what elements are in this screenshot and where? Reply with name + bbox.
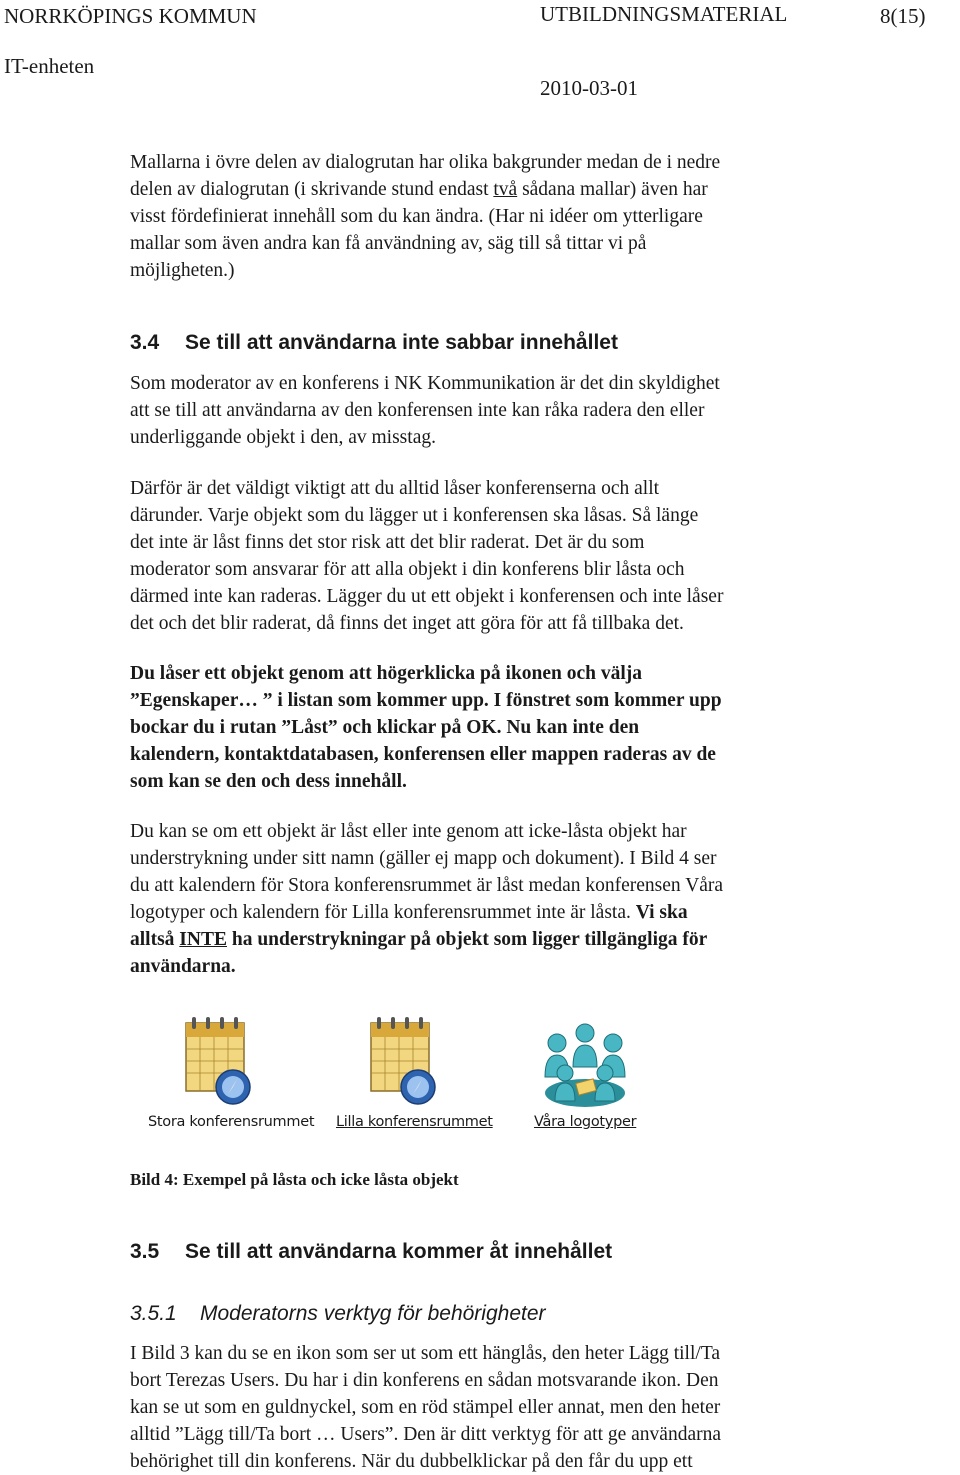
figure-bild-4 xyxy=(140,1010,660,1140)
paragraph-2: Därför är det väldigt viktigt att du alltid låser konferenserna och allt därunder. Varje objekt som du lägger ut i konferensen ska låsas. Så länge det inte är låst finns det stor risk att det blir raderat. Det är du som moderator som ansvarar för att alla objekt i din konferens blir låsta och därmed inte kan raderas. Lägger du ut ett objekt i konferensen och inte låser det och det blir raderat, då finns det inget att göra för att få tillbaka det. xyxy=(130,478,724,634)
header-date: 2010-03-01 xyxy=(540,76,638,100)
header-doc-type: UTBILDNINGSMATERIAL xyxy=(540,2,788,26)
paragraph-1: Som moderator av en konferens i NK Kommunikation är det din skyldighet att se till att användarna av den konferensen inte kan råka radera den eller underliggande objekt i den, av misstag. xyxy=(130,373,720,448)
paragraph-3-bold: Du låser ett objekt genom att högerklicka på ikonen och välja ”Egenskaper… ” i listan som kommer upp. I fönstret som kommer upp bockar du i rutan ”Låst” och klickar på OK. Nu kan inte den kalendern, kontaktdatabasen, konferensen eller mappen raderas av de som kan se den och dess innehåll. xyxy=(130,663,722,792)
calendar-icon xyxy=(363,1015,448,1115)
icon-label-lilla-konferensrummet[interactable]: Lilla konferensrummet xyxy=(336,1114,493,1130)
calendar-icon xyxy=(178,1015,263,1115)
text-line: mallar som även andra kan få användning av, säg till så tittar vi på xyxy=(130,233,647,254)
text-line: möjligheten.) xyxy=(130,260,235,281)
paragraph-4: Du kan se om ett objekt är låst eller inte genom att icke-låsta objekt har understrykning under sitt namn (gäller ej mapp och dokument). I Bild 4 ser du att kalendern för Stora konferensrummet är låst medan konferensen Våra logotyper och kalendern för Lilla konferensrummet inte är låsta. Vi ska alltså INTE ha understrykningar på objekt som ligger tillgängliga för användarna. xyxy=(130,821,724,977)
icon-label-stora-konferensrummet[interactable]: Stora konferensrummet xyxy=(148,1114,315,1130)
text-line: delen av dialogrutan (i skrivande stund endast två sådana mallar) även har xyxy=(130,179,708,200)
text-line: Mallarna i övre delen av dialogrutan har olika bakgrunder medan de i nedre xyxy=(130,152,721,173)
section-heading-3-5-1: 3.5.1 Moderatorns verktyg för behörigheter xyxy=(130,1302,546,1325)
figure-caption: Bild 4: Exempel på låsta och icke låsta objekt xyxy=(130,1170,459,1189)
section-heading-3-5: 3.5 Se till att användarna kommer åt innehållet xyxy=(130,1240,613,1263)
icon-label-vara-logotyper[interactable]: Våra logotyper xyxy=(534,1114,637,1130)
header-org: NORRKÖPINGS KOMMUN xyxy=(4,4,257,28)
text-line: visst fördefinierat innehåll som du kan ändra. (Har ni idéer om ytterligare xyxy=(130,206,703,227)
header-unit: IT-enheten xyxy=(4,54,95,78)
header-page-number: 8(15) xyxy=(880,4,926,28)
paragraph-3-5-1: I Bild 3 kan du se en ikon som ser ut som ett hänglås, den heter Lägg till/Ta bort Terezas Users. Du har i din konferens en sådan motsvarande ikon. Den kan se ut som en guldnyckel, som en röd stämpel eller annat, men den heter alltid ”Lägg till/Ta bort … Users”. Den är ditt verktyg för att ge användarna behörighet till din konferens. När du dubbelklickar på den får du upp ett xyxy=(130,1343,722,1472)
intro-paragraph xyxy=(130,149,850,284)
section-heading-3-4: 3.4 Se till att användarna inte sabbar innehållet xyxy=(130,331,618,354)
conference-icon xyxy=(535,1015,635,1115)
